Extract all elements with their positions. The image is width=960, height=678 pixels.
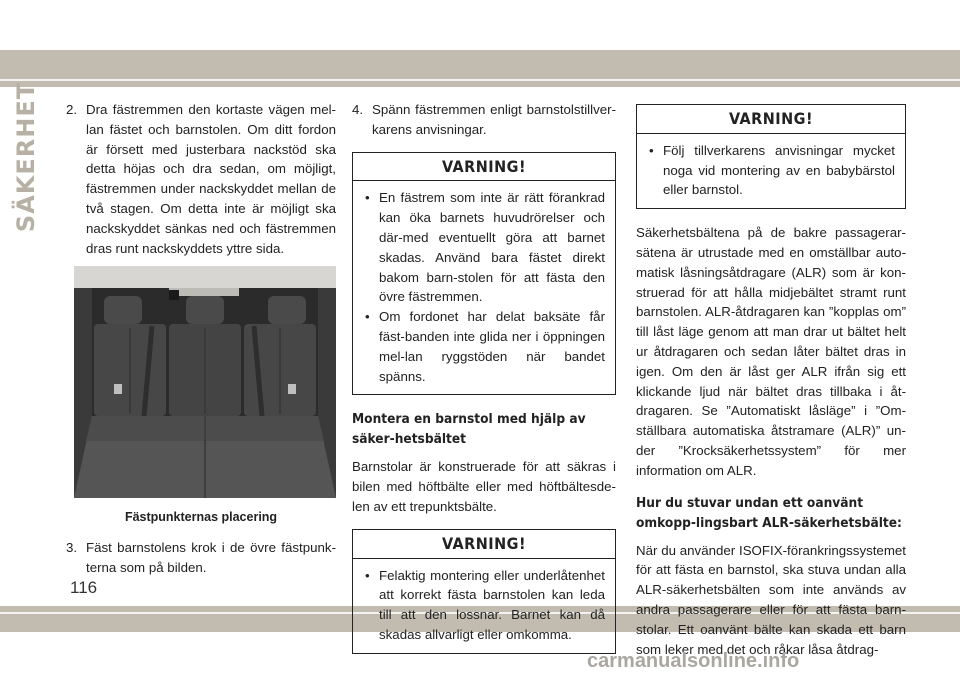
anchor-points-photo: [74, 266, 336, 498]
warning-bullet: • Följ tillverkarens anvisningar mycket noga vid montering av en babybärstol eller barnstol.: [649, 141, 895, 200]
warning-bullet: • Om fordonet har delat baksäte får fäst-banden inte glida ner i öppningen mel-lan ryggstöden när bandet spänns.: [365, 307, 605, 386]
page-number: 116: [70, 578, 98, 597]
column-1: [66, 100, 336, 578]
step-4: 4. Spänn fästremmen enligt barnstolstillver-karens anvisningar.: [352, 102, 616, 137]
section-heading: Montera en barnstol med hjälp av säker-hetsbältet: [352, 411, 586, 448]
photo-caption: Fästpunkternas placering: [124, 510, 278, 525]
warning-title: VARNING!: [353, 530, 615, 559]
warning-title: VARNING!: [353, 153, 615, 182]
paragraph: Säkerhetsbältena på de bakre passagerar-sätena är utrustade med en omställbar auto-matisk låsningsåtdragare (ALR) som är kon-struerad för att hålla midjebältet stramt runt barnstolen. ALR-åtdragaren kan ”kopplas om” till låst läge genom att man drar ut bältet helt ur åtdragaren och sedan låter bältet dras in igen. Om den är låst ger ALR ifrån sig ett klickande ljud när bältet dras tillbaka i åt-dragaren. Se ”Automatiskt låsläge” i ”Om-ställbara automatiska åtstramare (ALR)” un-der ”Krocksäkerhetssystem” för mer information om ALR.: [636, 225, 906, 478]
watermark: carmanualsonline.info: [587, 650, 800, 672]
step-3: 3. Fäst barnstolens krok i de övre fästpunk-terna som på bilden.: [66, 539, 336, 575]
section-heading: Hur du stuvar undan ett oanvänt omkopp-lingsbart ALR-säkerhetsbälte:: [636, 494, 902, 531]
bullet-icon: •: [365, 190, 370, 206]
warning-bullet: • En fästrem som inte är rätt förankrad kan öka barnets huvudrörelser och där-med eventuellt göra att barnet skadas. Använd bara fästet direkt bakom barn-stolen för att fästa den övre fästremmen.: [365, 188, 605, 307]
warning-box-2: [352, 529, 616, 654]
bullet-icon: •: [365, 309, 370, 325]
warning-title: VARNING!: [637, 105, 905, 134]
column-2: [352, 100, 616, 668]
warning-box-3: [636, 104, 906, 209]
top-band: [0, 50, 960, 87]
paragraph: När du använder ISOFIX-förankringssystemet för att fästa en barnstol, ska stuva undan alla ALR-säkerhetsbälten som inte används av andra passagerare eller för att fästa barn-stolar. Ett oanvänt bälte kan skada ett barn som leker med det och råkar låsa åtdrag-: [636, 542, 906, 657]
column-3: [636, 104, 906, 671]
section-title: SÄKERHET: [12, 81, 40, 233]
step-2: 2. Dra fästremmen den kortaste vägen mel-lan fästet och barnstolen. Om ditt fordon är försett med justerbara nackstöd ska detta höjas och dra sedan, om möjligt, fästremmen under nackskyddet mellan de två stagen. Om detta inte är möjligt ska nackskyddet sänkas ned och fästremmen dras runt nackskyddets yttre sida.: [66, 102, 336, 256]
warning-bullet: • Felaktig montering eller underlåtenhet att korrekt fästa barnstolen kan leda till att den lossnar. Barnet kan då skadas allvarligt eller omkomma.: [365, 566, 605, 645]
paragraph: Barnstolar är konstruerade för att säkras i bilen med höftbälte eller med höftbältesde-len av ett trepunktsbälte.: [352, 459, 616, 514]
bullet-icon: •: [365, 567, 370, 583]
warning-box-1: [352, 152, 616, 396]
bullet-icon: •: [649, 142, 654, 158]
